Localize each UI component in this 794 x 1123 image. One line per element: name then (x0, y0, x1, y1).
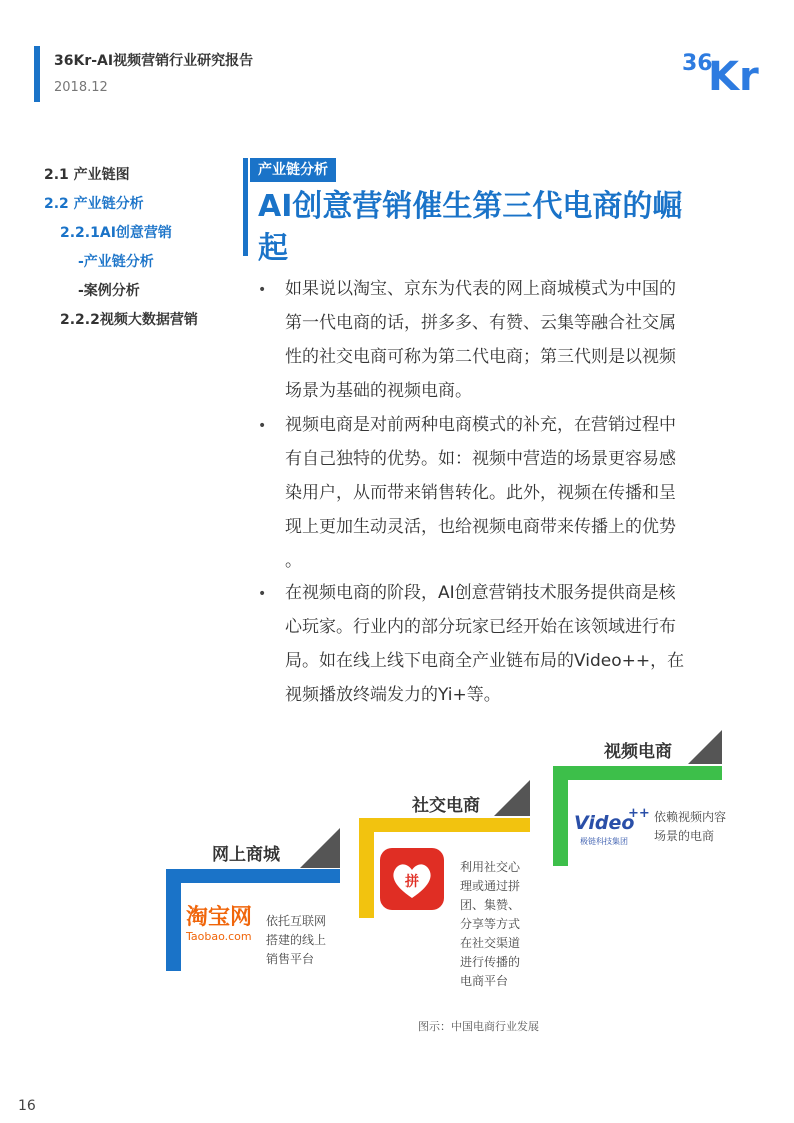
text-line: 视频播放终端发力的Yi+等。 (285, 685, 501, 705)
desc-line: 进行传播的 (460, 955, 521, 969)
report-title: 36Kr-AI视频营销行业研究报告 (54, 53, 254, 69)
bullet-paragraph-1 (285, 272, 723, 408)
taobao-logo (186, 906, 256, 943)
text-line: 性的社交电商可称为第二代电商；第三代则是以视频 (285, 347, 676, 367)
text-line: 有自己独特的优势。如：视频中营造的场景更容易感 (285, 449, 676, 469)
svg-text:Kr: Kr (708, 54, 759, 94)
step-label-online-mall: 网上商城 (212, 845, 280, 865)
toc-item-2-2[interactable]: 2.2 产业链分析 (44, 196, 144, 212)
section-accent-bar (243, 158, 248, 256)
video-plus-logo (574, 806, 650, 847)
step-desc-video-commerce (654, 808, 726, 846)
step-bar-vertical (359, 818, 374, 918)
desc-line: 依托互联网 (266, 914, 327, 928)
step-label-video-commerce: 视频电商 (604, 742, 672, 762)
bullet-dot: • (258, 282, 267, 298)
toc-item-2-2-2[interactable]: 2.2.2视频大数据营销 (60, 312, 198, 328)
toc-item-2-1[interactable]: 2.1 产业链图 (44, 167, 130, 183)
desc-line: 搭建的线上 (266, 933, 327, 947)
bullet-paragraph-3 (285, 576, 723, 712)
text-line: 第一代电商的话，拼多多、有赞、云集等融合社交属 (285, 313, 676, 333)
text-line: 心玩家。行业内的部分玩家已经开始在该领域进行布 (285, 617, 676, 637)
desc-line: 电商平台 (460, 974, 509, 988)
text-line: 染用户，从而带来销售转化。此外，视频在传播和呈 (285, 483, 676, 503)
toc-item-2-2-1[interactable]: 2.2.1AI创意营销 (60, 225, 172, 241)
corner-triangle-icon (688, 730, 722, 764)
text-line: 视频电商是对前两种电商模式的补充，在营销过程中 (285, 415, 676, 435)
text-line: 。 (285, 551, 302, 571)
section-tag: 产业链分析 (250, 158, 336, 182)
page-title-line-2: 起 (258, 231, 288, 266)
step-desc-social-commerce (460, 858, 520, 991)
step-bar-horizontal (359, 818, 530, 832)
desc-line: 在社交渠道 (460, 936, 521, 950)
desc-line: 利用社交心 (460, 860, 521, 874)
bullet-dot: • (258, 418, 267, 434)
video-logo-plus: ++ (628, 806, 650, 821)
bullet-paragraph-2 (285, 408, 723, 578)
video-logo-sub: 极链科技集团 (580, 837, 628, 846)
svg-text:36: 36 (682, 51, 713, 76)
step-label-social-commerce: 社交电商 (412, 796, 480, 816)
brand-logo-36kr (682, 40, 764, 94)
step-desc-online-mall (266, 912, 326, 969)
desc-line: 分享等方式 (460, 917, 521, 931)
page-title-line-1: AI创意营销催生第三代电商的崛 (258, 189, 683, 224)
video-logo-text: Video (574, 812, 635, 834)
text-line: 局。如在线上线下电商全产业链布局的Video++，在 (285, 651, 685, 671)
toc-item-case-analysis[interactable]: -案例分析 (78, 283, 140, 299)
video-plus-logo-mark (574, 806, 650, 834)
step-bar-vertical (553, 766, 568, 866)
page-title (258, 186, 718, 270)
corner-triangle-icon (494, 780, 530, 816)
corner-triangle-icon (300, 828, 340, 868)
step-bar-vertical (166, 869, 181, 971)
desc-line: 销售平台 (266, 952, 315, 966)
text-line: 场景为基础的视频电商。 (285, 381, 472, 401)
pinduoduo-heart-icon (380, 848, 444, 910)
taobao-logo-sub: Taobao.com (186, 930, 252, 943)
bullet-dot: • (258, 586, 267, 602)
step-bar-horizontal (166, 869, 340, 883)
svg-text:拼: 拼 (405, 874, 419, 890)
page-number: 16 (18, 1098, 36, 1114)
text-line: 现上更加生动灵活，也给视频电商带来传播上的优势 (285, 517, 676, 537)
taobao-logo-text: 淘宝网 (186, 905, 253, 930)
figure-caption: 图示：中国电商行业发展 (418, 1020, 539, 1033)
toc-item-chain-analysis[interactable]: -产业链分析 (78, 254, 154, 270)
report-date: 2018.12 (54, 80, 108, 95)
desc-line: 理或通过拼 (460, 879, 521, 893)
text-line: 如果说以淘宝、京东为代表的网上商城模式为中国的 (285, 279, 676, 299)
pinduoduo-logo (380, 848, 444, 910)
desc-line: 团、集赞、 (460, 898, 521, 912)
header-accent-bar (34, 46, 40, 102)
text-line: 在视频电商的阶段，AI创意营销技术服务提供商是核 (285, 583, 676, 603)
desc-line: 场景的电商 (654, 829, 715, 843)
step-bar-horizontal (553, 766, 722, 780)
desc-line: 依赖视频内容 (654, 810, 727, 824)
